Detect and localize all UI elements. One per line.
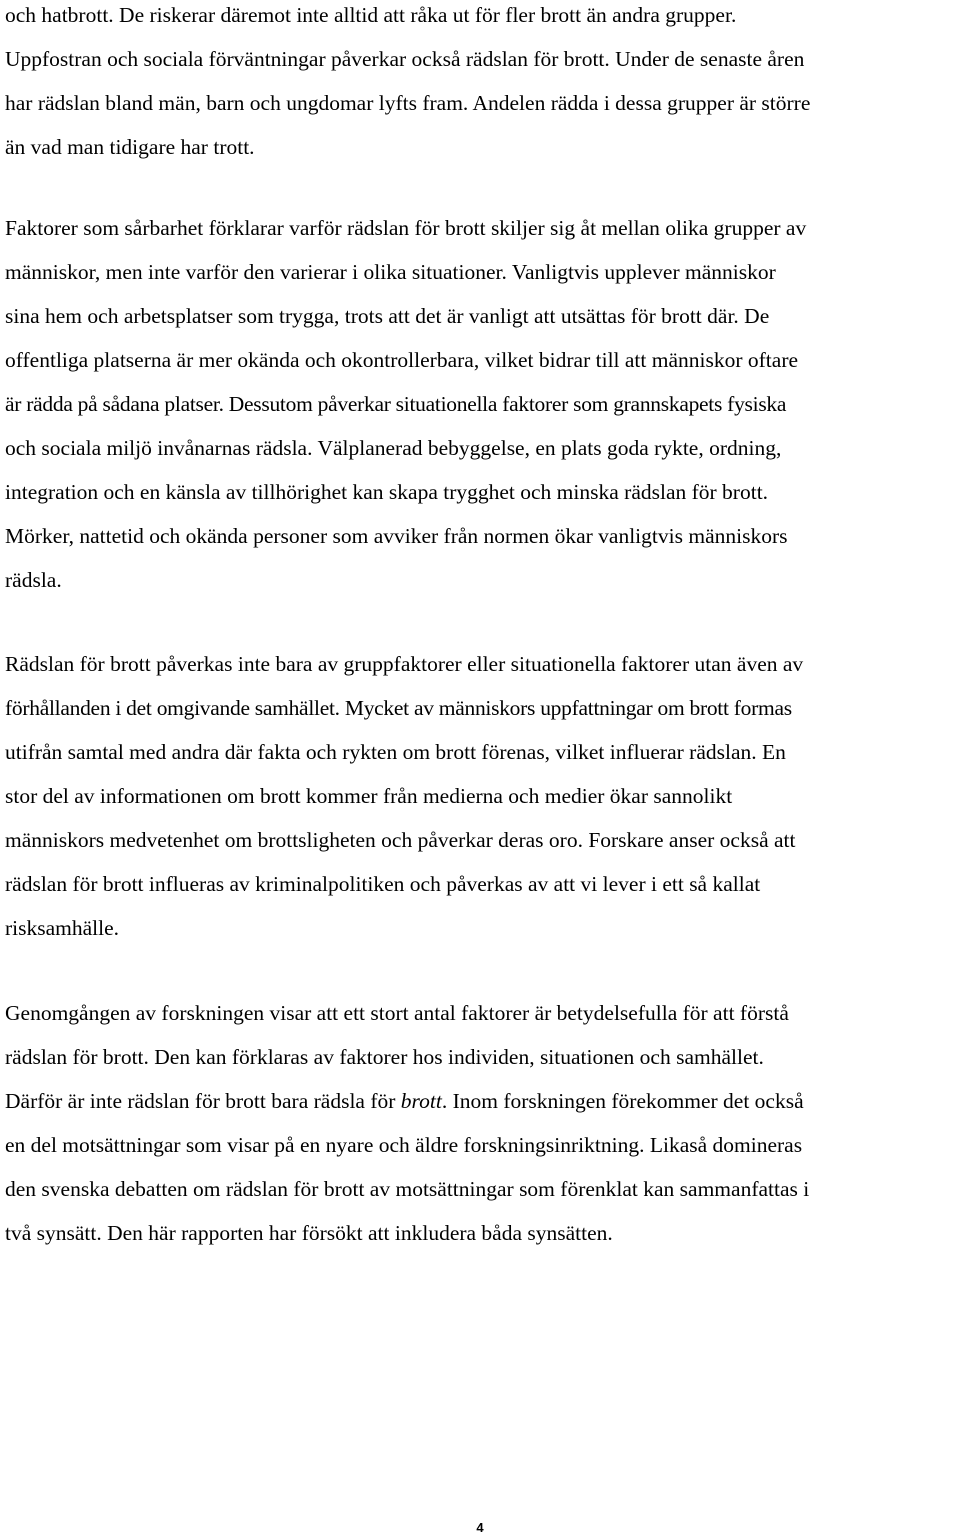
paragraph-3 (5, 642, 960, 950)
paragraph-4 (5, 991, 960, 1255)
page-number: 4 (476, 1520, 484, 1535)
text-line: Faktorer som sårbarhet förklarar varför rädslan för brott skiljer sig åt mellan olika grupper av (5, 216, 807, 240)
text-line: integration och en känsla av tillhörighet kan skapa trygghet och minska rädslan för brott. (5, 480, 769, 504)
text-line: rädslan för brott influeras av kriminalpolitiken och påverkas av att vi lever i ett så kallat (5, 872, 761, 896)
text-segment: Därför är inte rädslan för brott bara rädsla för (5, 1089, 401, 1113)
text-line: utifrån samtal med andra där fakta och rykten om brott förenas, vilket influerar rädslan. En (5, 740, 786, 764)
text-line: risksamhälle. (5, 916, 120, 940)
text-line: och sociala miljö invånarnas rädsla. Välplanerad bebyggelse, en plats goda rykte, ordning, (5, 436, 782, 460)
text-segment: . Inom forskningen förekommer det också (441, 1089, 804, 1113)
text-line: stor del av informationen om brott kommer från medierna och medier ökar sannolikt (5, 784, 733, 808)
text-line: rädslan för brott. Den kan förklaras av faktorer hos individen, situationen och samhället. (5, 1045, 764, 1069)
text-line: två synsätt. Den här rapporten har försökt att inkludera båda synsätten. (5, 1221, 613, 1245)
text-line: Uppfostran och sociala förväntningar påverkar också rädslan för brott. Under de senaste åren (5, 47, 805, 71)
text-line: förhållanden i det omgivande samhället. Mycket av människors uppfattningar om brott formas (5, 696, 792, 720)
text-line: är rädda på sådana platser. Dessutom påverkar situationella faktorer som grannskapets fysiska (5, 392, 787, 416)
text-line: människors medvetenhet om brottsligheten och påverkar deras oro. Forskare anser också att (5, 828, 796, 852)
text-line: sina hem och arbetsplatser som trygga, trots att det är vanligt att utsättas för brott där. De (5, 304, 770, 328)
text-line: och hatbrott. De riskerar däremot inte alltid att råka ut för fler brott än andra grupper. (5, 3, 737, 27)
text-line: rädsla. (5, 568, 62, 592)
text-line: en del motsättningar som visar på en nyare och äldre forskningsinriktning. Likaså domineras (5, 1133, 803, 1157)
text-line: än vad man tidigare har trott. (5, 135, 255, 159)
text-line: den svenska debatten om rädslan för brott av motsättningar som förenklat kan sammanfattas i (5, 1177, 810, 1201)
text-line-with-emphasis (5, 1079, 960, 1123)
emphasized-word: brott (400, 1089, 442, 1113)
text-line: Genomgången av forskningen visar att ett stort antal faktorer är betydelsefulla för att förstå (5, 1001, 789, 1025)
text-line: offentliga platserna är mer okända och okontrollerbara, vilket bidrar till att människor oftare (5, 348, 799, 372)
text-line: Rädslan för brott påverkas inte bara av gruppfaktorer eller situationella faktorer utan även av (5, 652, 804, 676)
text-line: Mörker, nattetid och okända personer som avviker från normen ökar vanligtvis människors (5, 524, 788, 548)
paragraph-2 (5, 206, 960, 602)
text-line: har rädslan bland män, barn och ungdomar lyfts fram. Andelen rädda i dessa grupper är större (5, 91, 811, 115)
text-line: människor, men inte varför den varierar i olika situationer. Vanligtvis upplever människor (5, 260, 776, 284)
paragraph-1 (5, 0, 960, 169)
